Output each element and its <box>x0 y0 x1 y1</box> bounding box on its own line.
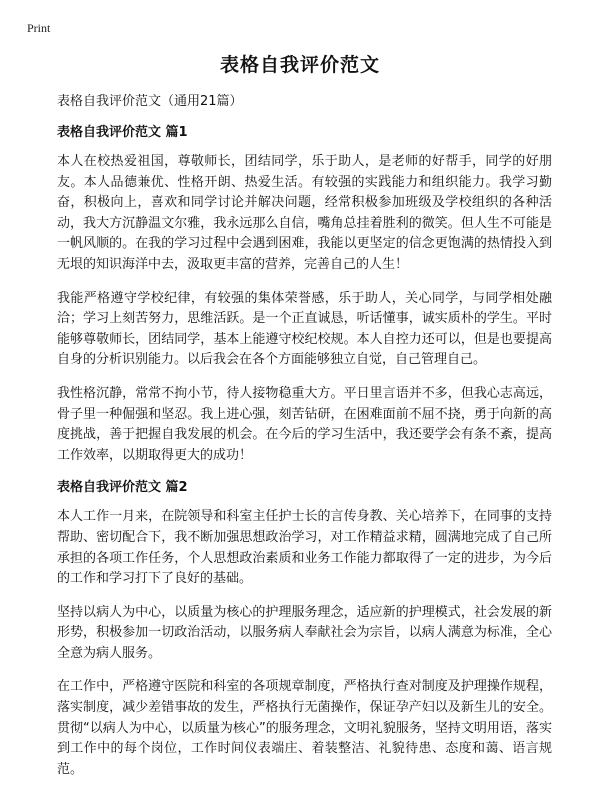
print-link[interactable]: Print <box>27 21 51 35</box>
paragraph: 在工作中，严格遵守医院和科室的各项规章制度，严格执行查对制度及护理操作规程，落实制度，减少差错事故的发生，严格执行无菌操作，保证孕产妇以及新生儿的安全。贯彻“以病人为中心，以质量为核心”的服务理念，文明礼貌服务，坚持文明用语，落实到工作中的每个岗位，工作时间仪表端庄、着装整洁、礼貌待患、态度和蔼、语言规范。 <box>57 679 552 777</box>
paragraph: 坚持以病人为中心，以质量为核心的护理服务理念，适应新的护理模式，社会发展的新形势，积极参加一切政治活动，以服务病人奉献社会为宗旨，以病人满意为标准，全心全意为病人服务。 <box>57 604 552 661</box>
page-title: 表格自我评价范文 <box>219 54 380 76</box>
section-2 <box>57 479 552 780</box>
section-1 <box>57 124 552 466</box>
document-body <box>57 93 552 793</box>
paragraph: 我能严格遵守学校纪律，有较强的集体荣誉感，乐于助人，关心同学，与同学相处融洽；学习上刻苦努力，思维活跃。是一个正直诚恳，听话懂事，诚实质朴的学生。平时能够尊敬师长，团结同学，基本上能遵守校纪校规。本人自控力还可以，但是也要提高自身的分析识别能力。以后我会在各个方面能够独立自觉，自己管理自己。 <box>57 290 552 368</box>
paragraph: 本人在校热爱祖国，尊敬师长，团结同学，乐于助人，是老师的好帮手，同学的好朋友。本人品德兼优、性格开朗、热爱生活。有较强的实践能力和组织能力。我学习勤奋，积极向上，喜欢和同学讨论并解决问题，经常积极参加班级及学校组织的各种活动，我大方沉静温文尔雅，我永远那么自信，嘴角总挂着胜利的微笑。但人生不可能是一帆风顺的。在我的学习过程中会遇到困难，我能以更坚定的信念更饱满的热情投入到无垠的知识海洋中去，汲取更丰富的营养，完善自己的人生！ <box>57 154 552 272</box>
section-heading: 表格自我评价范文 篇2 <box>57 480 188 496</box>
document-subtitle: 表格自我评价范文（通用21篇） <box>57 94 243 109</box>
paragraph: 本人工作一月来，在院领导和科室主任护士长的言传身教、关心培养下，在同事的支持帮助、密切配合下，我不断加强思想政治学习，对工作精益求精，圆满地完成了自己所承担的各项工作任务，个人思想政治素质和业务工作能力都取得了一定的进步，为今后的工作和学习打下了良好的基础。 <box>57 509 552 587</box>
paragraph: 我性格沉静，常常不拘小节，待人接物稳重大方。平日里言语并不多，但我心志高远，骨子里一种倔强和坚忍。我上进心强，刻苦钻研，在困难面前不屈不挠，勇于向新的高度挑战，善于把握自我发展的机会。在今后的学习生活中，我还要学会有条不紊，提高工作效率，以期取得更大的成功！ <box>57 385 552 463</box>
section-heading: 表格自我评价范文 篇1 <box>57 125 188 140</box>
